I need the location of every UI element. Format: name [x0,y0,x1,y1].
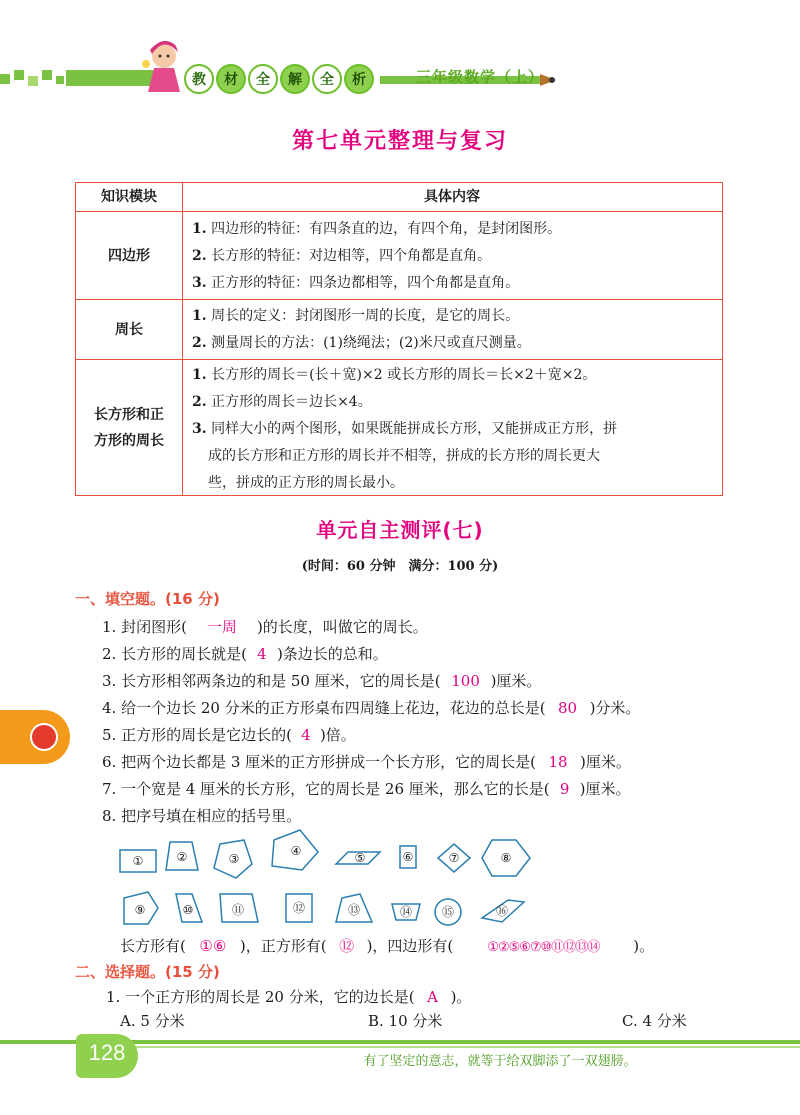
question-2: 2. 长方形的周长就是( 4 )条边长的总和。 [102,645,388,663]
answer-text: 4 [257,645,267,663]
shape-label: ⑨ [134,903,146,917]
header-badge-6: 析 [344,64,374,94]
shape-label: ① [132,854,144,868]
choice-option-a: A. 5 分米 [120,1012,185,1030]
answer-text: A [427,988,438,1006]
list-item: 3. 正方形的特征：四条边都相等，四个角都是直角。 [192,275,520,291]
answer-text: 80 [558,699,578,717]
list-item: 2. 测量周长的方法：(1)绕绳法；(2)米尺或直尺测量。 [192,335,531,351]
table-content-cell [192,362,714,495]
shape-label: ⑩ [182,903,194,917]
question-3: 3. 长方形相邻两条边的和是 50 厘米，它的周长是( 100 )厘米。 [102,672,542,690]
question-6: 6. 把两个边长都是 3 厘米的正方形拼成一个长方形，它的周长是( 18 )厘米。 [102,753,631,771]
answer-text: ①②⑤⑥⑦⑩⑪⑫⑬⑭ [487,940,600,955]
shape-label: ③ [228,852,240,866]
table-header-content: 具体内容 [424,189,480,205]
table-module-cell: 四边形 [76,212,183,299]
question-1: 1. 封闭图形( 一周 )的长度，叫做它的周长。 [102,618,428,636]
answer-text: 100 [451,672,480,690]
mascot-girl-icon [140,40,190,96]
list-item: 1. 四边形的特征：有四条直的边，有四个角，是封闭图形。 [192,221,562,237]
shape-label: ⑧ [500,851,512,865]
test-title: 单元自主测评(七) [316,518,484,542]
answer-text: 一周 [206,618,237,636]
side-tab [0,710,70,764]
table-header-row [76,183,722,211]
answer-text: ①⑥ [199,937,227,955]
table-module-cell: 长方形和正 方形的周长 [76,360,183,495]
list-item: 2. 长方形的特征：对边相等，四个角都是直角。 [192,248,492,264]
table-row [76,211,722,299]
shape-label: ④ [290,844,302,858]
shape-label: ⑮ [441,905,455,919]
section-title-fill-blank: 一、填空题。(16 分) [75,590,220,608]
answer-text: 18 [548,753,568,771]
page-number: 128 [88,1040,126,1065]
list-item: 1. 周长的定义：封闭图形一周的长度，是它的周长。 [192,308,520,324]
header-badge-3: 全 [248,64,278,94]
section-title-choice: 二、选择题。(15 分) [75,963,220,981]
answer-text: 4 [301,726,311,744]
header-banner-decoration [0,40,800,100]
shape-label: ⑥ [402,850,414,864]
list-item: 成的长方形和正方形的周长并不相等，拼成的长方形的周长更大 [208,448,600,464]
header-badge-2: 材 [216,64,246,94]
question-8-answers: 长方形有( ①⑥ )，正方形有( ⑫ )，四边形有( ①②⑤⑥⑦⑩⑪⑫⑬⑭ )。 [120,937,655,955]
list-item: 1. 长方形的周长＝(长＋宽)×2 或长方形的周长＝长×2＋宽×2。 [192,367,597,383]
question-7: 7. 一个宽是 4 厘米的长方形，它的周长是 26 厘米，那么它的长是( 9 )厘米。 [102,780,631,798]
table-module-cell: 周长 [76,300,183,359]
page-header [0,40,800,100]
table-content-cell [192,303,714,359]
shape-label: ⑦ [448,851,460,865]
question-8: 8. 把序号填在相应的括号里。 [102,807,302,825]
table-header-module: 知识模块 [76,183,183,211]
test-meta: (时间：60 分钟 满分：100 分) [301,559,499,574]
shape-label: ⑤ [354,851,366,865]
table-row [76,359,722,495]
choice-option-b: B. 10 分米 [368,1012,443,1030]
shape-label: ⑪ [231,903,245,917]
list-item: 些，拼成的正方形的周长最小。 [208,475,404,491]
footer-divider-thin [120,1046,800,1048]
shapes-figure [110,828,550,932]
review-table [75,182,723,496]
header-badge-1: 教 [184,64,214,94]
shape-label: ⑬ [347,903,361,917]
header-badge-4: 解 [280,64,310,94]
answer-text: 9 [559,780,570,798]
fox-mascot-icon [30,723,58,751]
list-item: 2. 正方形的周长＝边长×4。 [192,394,372,410]
table-content-cell [192,216,714,299]
review-title: 第七单元整理与复习 [291,129,508,154]
table-row [76,299,722,359]
question-5: 5. 正方形的周长是它边长的( 4 )倍。 [102,726,356,744]
shape-label: ⑭ [399,905,413,919]
header-badge-5: 全 [312,64,342,94]
question-4: 4. 给一个边长 20 分米的正方形桌布四周缝上花边，花边的总长是( 80 )分米。 [102,699,641,717]
shape-label: ② [176,850,188,864]
list-item: 3. 同样大小的两个图形，如果既能拼成长方形，又能拼成正方形，拼 [192,421,618,437]
shape-label: ⑫ [292,901,306,915]
answer-text: ⑫ [339,937,355,955]
footer-motto: 有了坚定的意志，就等于给双脚添了一双翅膀。 [363,1054,637,1069]
shape-label: ⑯ [495,904,509,918]
choice-question-1: 1. 一个正方形的周长是 20 分米，它的边长是( A )。 [106,988,472,1006]
header-subtitle: 三年级数学（上） [416,68,545,86]
choice-option-c: C. 4 分米 [622,1012,687,1030]
